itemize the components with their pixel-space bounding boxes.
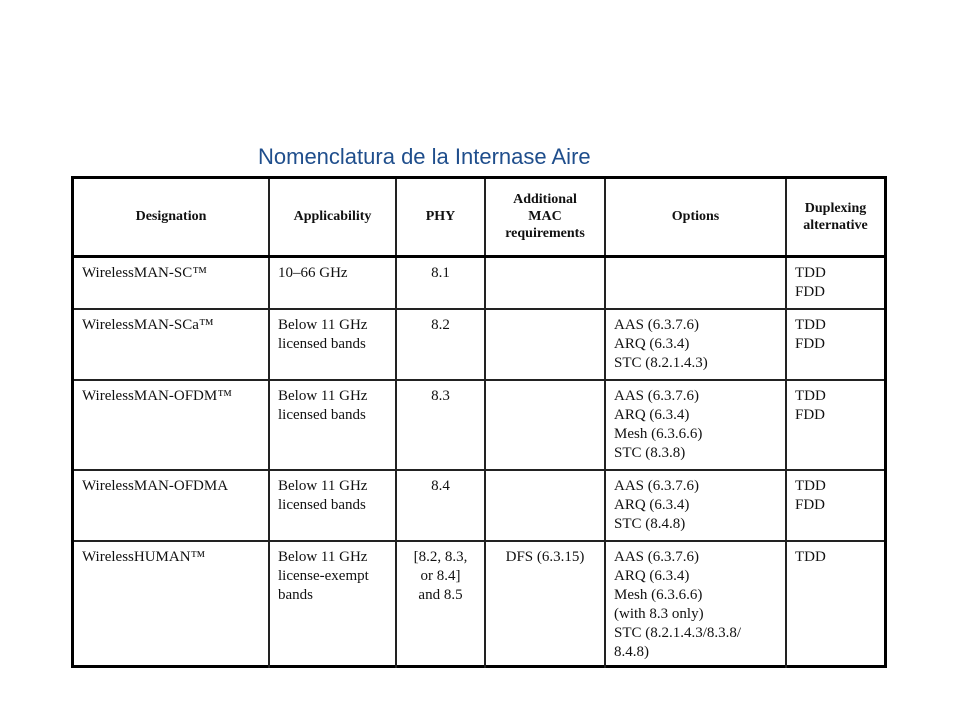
- cell-duplexing: TDD FDD: [786, 256, 884, 309]
- cell-applicability: 10–66 GHz: [269, 256, 396, 309]
- header-designation: Designation: [74, 179, 269, 256]
- table-row: [74, 380, 884, 470]
- cell-additional-mac: DFS (6.3.15): [485, 541, 605, 668]
- cell-duplexing: TDD: [786, 541, 884, 668]
- cell-applicability: Below 11 GHz license-exempt bands: [269, 541, 396, 668]
- cell-phy: 8.2: [396, 309, 485, 380]
- spec-table: [74, 179, 884, 668]
- header-applicability: Applicability: [269, 179, 396, 256]
- cell-phy: [8.2, 8.3, or 8.4] and 8.5: [396, 541, 485, 668]
- cell-duplexing: TDD FDD: [786, 309, 884, 380]
- cell-additional-mac: [485, 380, 605, 470]
- cell-additional-mac: [485, 470, 605, 541]
- header-duplexing: Duplexing alternative: [786, 179, 884, 256]
- cell-phy: 8.4: [396, 470, 485, 541]
- cell-designation: WirelessMAN-OFDM™: [74, 380, 269, 470]
- table-row: [74, 541, 884, 668]
- cell-options: AAS (6.3.7.6) ARQ (6.3.4) Mesh (6.3.6.6) (with 8.3 only) STC (8.2.1.4.3/8.3.8/ 8.4.8): [605, 541, 786, 668]
- cell-additional-mac: [485, 256, 605, 309]
- cell-options: AAS (6.3.7.6) ARQ (6.3.4) STC (8.2.1.4.3): [605, 309, 786, 380]
- cell-applicability: Below 11 GHz licensed bands: [269, 309, 396, 380]
- cell-designation: WirelessMAN-SC™: [82, 264, 207, 281]
- cell-applicability: Below 11 GHz licensed bands: [269, 470, 396, 541]
- header-row: [74, 179, 884, 256]
- table-row: [74, 256, 884, 309]
- cell-additional-mac: [485, 309, 605, 380]
- cell-options: [605, 256, 786, 309]
- cell-designation: WirelessMAN-OFDMA: [74, 470, 269, 541]
- cell-phy: 8.1: [396, 256, 485, 309]
- cell-duplexing: TDD FDD: [786, 470, 884, 541]
- slide-title: Nomenclatura de la Internase Aire: [258, 144, 591, 169]
- header-additional-mac: Additional MAC requirements: [485, 179, 605, 256]
- cell-designation: WirelessHUMAN™: [74, 541, 269, 668]
- header-options: Options: [605, 179, 786, 256]
- cell-options: AAS (6.3.7.6) ARQ (6.3.4) Mesh (6.3.6.6) STC (8.3.8): [605, 380, 786, 470]
- table-row: [74, 470, 884, 541]
- cell-duplexing: TDD FDD: [786, 380, 884, 470]
- nomenclature-table: [71, 176, 887, 668]
- cell-designation: WirelessMAN-SCa™: [74, 309, 269, 380]
- cell-applicability: Below 11 GHz licensed bands: [269, 380, 396, 470]
- cell-options: AAS (6.3.7.6) ARQ (6.3.4) STC (8.4.8): [605, 470, 786, 541]
- table-row: [74, 309, 884, 380]
- cell-phy: 8.3: [396, 380, 485, 470]
- header-phy: PHY: [396, 179, 485, 256]
